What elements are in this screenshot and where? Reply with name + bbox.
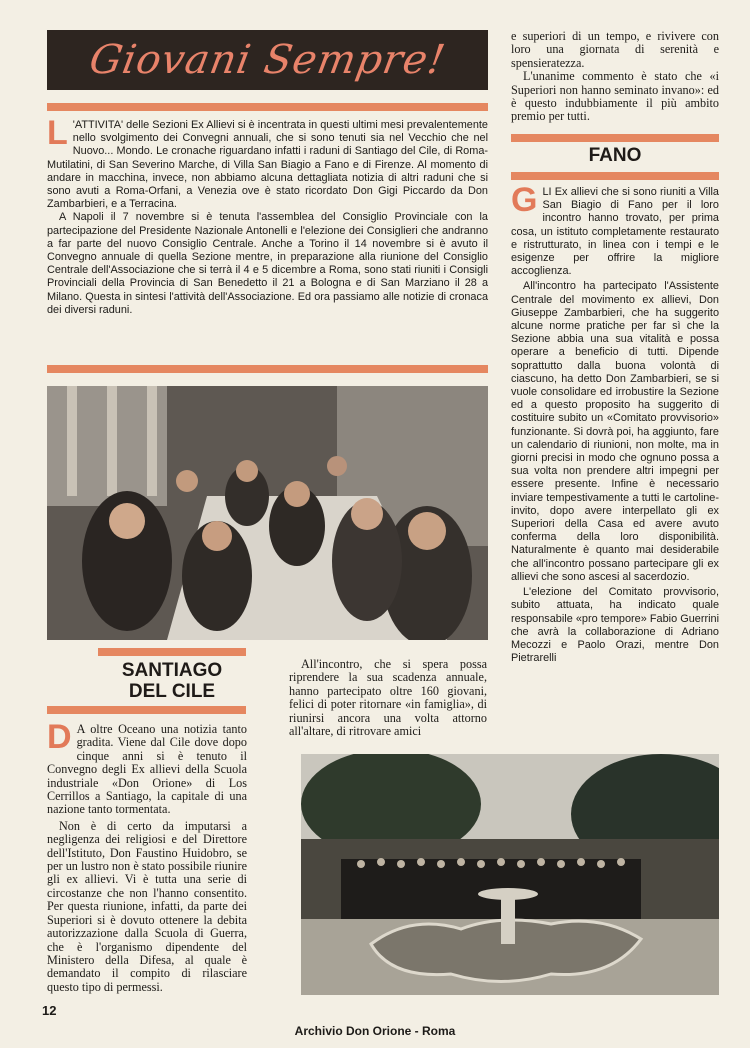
group-photo-santiago: [47, 386, 488, 640]
santiago-bottom-divider: [47, 706, 246, 714]
santiago-paragraph-2: Non è di certo da imputarsi a negligenza dei religiosi e del Direttore dell'Istituto, Don Faustino Huidobro, se per un lustro non è stato possibile riunire gli ex allievi. Vi è tutta una serie di circostanze che non l'hanno consentito. Per questa riunione, infatti, da parte dei Superiori si è dovuto ottenere la debita autorizzazione dalla Scuola di Guerra, che è l'organismo dipendente del Ministero della Difesa, al quale è demandato il compito di rilasciare questo tipo di permessi.: [47, 818, 247, 994]
page-title: Giovani Sempre!: [85, 37, 450, 83]
group-photo-fano: [301, 754, 719, 995]
fano-bottom-divider: [511, 172, 719, 180]
santiago-top-divider: [98, 648, 246, 656]
santiago-heading-line-1: SANTIAGO: [121, 660, 223, 681]
fano-heading: FANO: [588, 145, 642, 166]
santiago-dropcap: D: [47, 718, 72, 756]
right-top-paragraph-2: L'unanime commento è stato che «i Superiori non hanno seminato invano»: ed è questo indubbiamente il più ambito premio per tutti.: [511, 69, 719, 124]
page-number: 12: [42, 1003, 57, 1018]
intro-paragraph-2: A Napoli il 7 novembre si è tenuta l'assemblea del Consiglio Provinciale con la partecipazione del Presidente Nazionale Antonelli e l'elezione dei Consiglieri che andranno a far parte del nuovo Consiglio Centrale. Anche a Torino il 14 novembre si è avuto il Convegno annuale di quella Sezione mentre, in preparazione alla riunione del Consiglio Centrale dell'Associazione che si terrà il 4 e 5 dicembre a Roma, sono stati riuniti i Consigli Provinciali della Provincia di San Benedetto il 21 a Bologna e di San Marziano il 28 a Milano. Questa in sintesi l'attività dell'Associazione. Ed ora passiamo alle notizie di cronaca dei diversi raduni.: [47, 211, 488, 316]
fano-article: [511, 181, 719, 665]
fano-paragraph-3: L'elezione del Comitato provvisorio, subito attuata, ha indicato quale responsabile «pro tempore» Fabio Guerrini che avrà la collaborazione di Adriano Mecozzi e Paolo Orazi, mentre Don Pietrarelli: [511, 586, 719, 665]
fano-paragraph-2: All'incontro ha partecipato l'Assistente Centrale del movimento ex allievi, Don Giuseppe Zambarbieri, che ha suggerito alcune norme pratiche per far sì che la Sezione abbia una sua vitalità e possa operare a beneficio di tutti. Dipende soprattutto dalla buona volontà di ciascuno, ha detto Don Zambarbieri, se si vuole consolidare ed irrobustire la Sezione ed a questo proposito ha suggerito di costituire subito un «Comitato provvisorio» funzionante. Si dovrà poi, ha aggiunto, fare un calendario di riunioni, non molte, ma in giorni precisi in modo che ognuno possa a sua volta non prendere altri impegni per essere presente. Infine è necessario inviare tempestivamente a tutti le cartoline-invito, dopo avere interpellato gli ex Superiori della Casa ed avere avuto conferma della loro disponibilità. Naturalmente è quanto mai desiderabile che all'incontro possano partecipare gli ex allievi che sono ascesi al sacerdozio.: [511, 280, 719, 583]
intro-divider: [47, 365, 488, 373]
santiago-article-col-1: [47, 718, 247, 994]
santiago-heading-line-2: DEL CILE: [128, 681, 216, 702]
santiago-article-col-2: [289, 658, 487, 738]
intro-article: [47, 114, 488, 317]
santiago-photo-image: [47, 386, 488, 640]
fano-paragraph-1: GLI Ex allievi che si sono riuniti a Villa San Biagio di Fano per il loro incontro hanno trovato, per prima cosa, un istituto completamente restaurato e ristrutturato, in linea con i tempi e le esigenze per offrire la migliore accoglienza.: [511, 181, 719, 278]
title-divider: [47, 103, 488, 111]
santiago-paragraph-1: D A oltre Oceano una notizia tanto gradita. Viene dal Cile dove dopo cinque anni si è tenuto il Convegno degli Ex allievi della Scuola industriale «Don Orione» di Los Cerrillos a Santiago, la capitale di una nazione tanto tormentata.: [47, 718, 247, 817]
fano-photo-image: [301, 754, 719, 995]
right-column-top: [511, 30, 719, 124]
intro-dropcap: L: [47, 114, 68, 152]
archive-caption: Archivio Don Orione - Roma: [294, 1024, 456, 1038]
santiago-heading: [98, 660, 246, 702]
santiago-paragraph-3: All'incontro, che si spera possa riprendere la sua scadenza annuale, hanno partecipato oltre 160 giovani, felici di poter ritornare «in famiglia», di riunirsi ancora una volta attorno all'altare, di ritrovare amici: [289, 657, 487, 739]
right-top-paragraph-1: e superiori di un tempo, e rivivere con loro una giornata di serenità e spensieratezza.: [511, 29, 719, 70]
fano-top-divider: [511, 134, 719, 142]
fano-dropcap: G: [511, 181, 538, 219]
intro-paragraph-1: L 'ATTIVITA' delle Sezioni Ex Allievi si è incentrata in questi ultimi mesi prevalentemente nello svolgimento dei Convegni annuali, che si sono tenuti sia nel Vecchio che nel Nuovo... Mondo. Le cronache riguardano infatti i raduni di Santiago del Cile, di Roma-Mutilatini, di San Severino Marche, di Villa San Biagio a Fano e di Firenze. Al momento di andare in macchina, invece, non abbiamo alcuna dettagliata notizia di altri raduni che si sono avuti a Roma-Orfani, a Venezia ove è stato ricordato Don Gigi Piccardo da Don Zambarbieri, e a Terracina.: [47, 114, 488, 211]
page-title-banner: [47, 30, 488, 90]
